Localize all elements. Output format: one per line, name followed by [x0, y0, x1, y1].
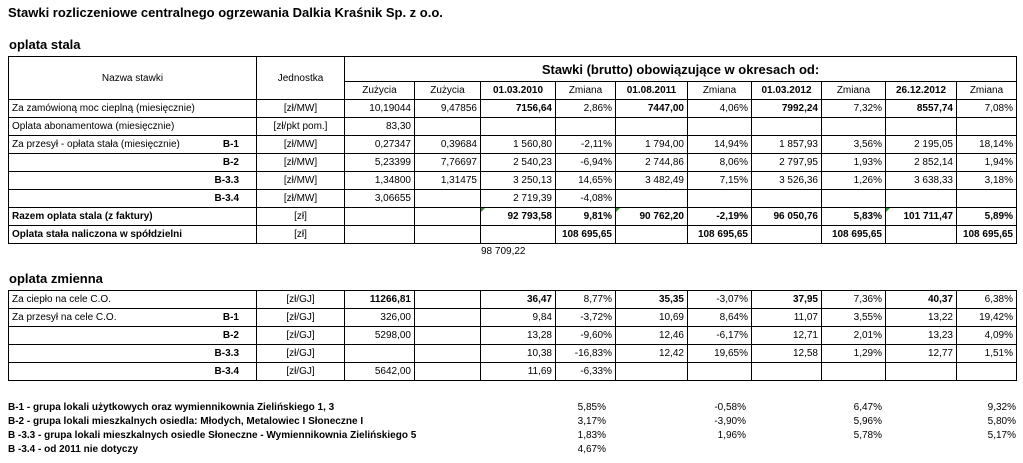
- rate-value: 1,26%: [822, 172, 886, 190]
- rate-value: 7,08%: [957, 100, 1017, 118]
- rate-value: 1 857,93: [752, 136, 822, 154]
- rate-value: [822, 190, 886, 208]
- table-row: [9, 363, 1017, 381]
- rate-group-code: B-3.4: [9, 190, 257, 208]
- rate-value: 7156,64: [481, 100, 556, 118]
- rate-value: 12,71: [752, 327, 822, 345]
- rate-value: -2,11%: [556, 136, 616, 154]
- rate-value: [415, 208, 481, 226]
- rate-unit: [zł]: [257, 226, 345, 244]
- subheader-4: 01.08.2011: [616, 82, 688, 100]
- rate-unit: [zł]: [257, 208, 345, 226]
- rate-unit: [zł/pkt pom.]: [257, 118, 345, 136]
- rate-value: [957, 118, 1017, 136]
- rate-value: [886, 190, 957, 208]
- rate-value: 90 762,20: [616, 208, 688, 226]
- note-percent: 1,83%: [577, 430, 606, 441]
- note-row: [8, 443, 1016, 457]
- subheader-6: 01.03.2012: [752, 82, 822, 100]
- note-percent: 5,85%: [577, 402, 606, 413]
- rate-value: 2 719,39: [481, 190, 556, 208]
- rate-value: [616, 363, 688, 381]
- rate-unit: [zł/MW]: [257, 190, 345, 208]
- rate-value: 9,47856: [415, 100, 481, 118]
- rate-unit: [zł/MW]: [257, 154, 345, 172]
- rate-name: [9, 136, 257, 154]
- rate-value: [415, 363, 481, 381]
- table-row: [9, 226, 1017, 244]
- rate-value: 7447,00: [616, 100, 688, 118]
- rate-value: [616, 118, 688, 136]
- rate-value: -6,17%: [688, 327, 752, 345]
- rate-value: 3,06655: [345, 190, 415, 208]
- note-percent: 5,96%: [853, 416, 882, 427]
- fixed-fee-table: [8, 56, 1017, 244]
- rate-value: 7,15%: [688, 172, 752, 190]
- rate-group-code: B-3.4: [9, 363, 257, 381]
- rate-name: Oplata stała naliczona w spółdzielni: [9, 226, 257, 244]
- note-row: [8, 429, 1016, 443]
- rate-value: 3,55%: [822, 309, 886, 327]
- rate-value: 14,65%: [556, 172, 616, 190]
- rate-value: 9,81%: [556, 208, 616, 226]
- section-variable-title: oplata zmienna: [9, 271, 103, 286]
- rate-value: 5298,00: [345, 327, 415, 345]
- rate-value: 96 050,76: [752, 208, 822, 226]
- rate-value: 8,06%: [688, 154, 752, 172]
- rate-value: -6,33%: [556, 363, 616, 381]
- rate-value: 1,51%: [957, 345, 1017, 363]
- header-rates-periods: Stawki (brutto) obowiązujące w okresach od:: [345, 57, 1017, 82]
- rate-value: 35,35: [616, 291, 688, 309]
- rate-value: 1,31475: [415, 172, 481, 190]
- rate-value: 2 540,23: [481, 154, 556, 172]
- rate-value: 2 797,95: [752, 154, 822, 172]
- rate-value: 2,86%: [556, 100, 616, 118]
- rate-value: 8,77%: [556, 291, 616, 309]
- note-percent: [746, 443, 882, 457]
- rate-value: [616, 190, 688, 208]
- note-text: B -3.4 - od 2011 nie dotyczy: [8, 444, 139, 455]
- rate-unit: [zł/GJ]: [257, 345, 345, 363]
- rate-value: 10,69: [616, 309, 688, 327]
- rate-value: 19,65%: [688, 345, 752, 363]
- rate-group-code: B-3.3: [9, 172, 257, 190]
- rate-unit: [zł/MW]: [257, 100, 345, 118]
- rate-name-text: Za przesył - opłata stała (miesięcznie): [12, 139, 180, 150]
- rate-value: [752, 363, 822, 381]
- rate-unit: [zł/GJ]: [257, 363, 345, 381]
- rate-value: [688, 363, 752, 381]
- rate-value: 8557,74: [886, 100, 957, 118]
- table-row: [9, 154, 1017, 172]
- rate-value: 5,89%: [957, 208, 1017, 226]
- rate-value: -3,72%: [556, 309, 616, 327]
- rate-value: 10,38: [481, 345, 556, 363]
- rate-value: 12,77: [886, 345, 957, 363]
- rate-value: 37,95: [752, 291, 822, 309]
- rate-unit: [zł/GJ]: [257, 309, 345, 327]
- rate-value: [415, 118, 481, 136]
- note-percent: [882, 443, 1016, 457]
- rate-value: -4,08%: [556, 190, 616, 208]
- rate-value: 0,39684: [415, 136, 481, 154]
- note-percent: 5,78%: [853, 430, 882, 441]
- rate-value: 12,42: [616, 345, 688, 363]
- rate-group-code: B-2: [9, 327, 257, 345]
- rate-value: 0,27347: [345, 136, 415, 154]
- rate-value: [415, 345, 481, 363]
- rate-value: [957, 190, 1017, 208]
- table-row: [9, 291, 1017, 309]
- rate-value: 1 794,00: [616, 136, 688, 154]
- rate-value: 11,07: [752, 309, 822, 327]
- rate-value: 11266,81: [345, 291, 415, 309]
- rate-value: [886, 363, 957, 381]
- rate-value: [415, 309, 481, 327]
- rate-value: [481, 118, 556, 136]
- rate-value: 2 744,86: [616, 154, 688, 172]
- rate-value: -2,19%: [688, 208, 752, 226]
- rate-value: [752, 118, 822, 136]
- rate-value: [345, 345, 415, 363]
- rate-value: 101 711,47: [886, 208, 957, 226]
- subheader-0: Zużycia: [345, 82, 415, 100]
- rate-value: [752, 190, 822, 208]
- rate-value: 11,69: [481, 363, 556, 381]
- rate-value: 83,30: [345, 118, 415, 136]
- rate-name: Razem oplata stala (z faktury): [9, 208, 257, 226]
- rate-group-code: B-3.3: [9, 345, 257, 363]
- rate-value: [345, 226, 415, 244]
- rate-value: 3 250,13: [481, 172, 556, 190]
- rate-name: Za ciepło na cele C.O.: [9, 291, 257, 309]
- note-percent: -0,58%: [714, 402, 746, 413]
- rate-name: Za zamówioną moc cieplną (miesięcznie): [9, 100, 257, 118]
- subheader-1: Zużycia: [415, 82, 481, 100]
- subheader-2: 01.03.2010: [481, 82, 556, 100]
- rate-value: 108 695,65: [957, 226, 1017, 244]
- rate-value: 4,06%: [688, 100, 752, 118]
- rate-value: 2 852,14: [886, 154, 957, 172]
- rate-value: 6,38%: [957, 291, 1017, 309]
- table-row: [9, 345, 1017, 363]
- rate-value: 13,28: [481, 327, 556, 345]
- rate-value: 2,01%: [822, 327, 886, 345]
- rate-value: [752, 226, 822, 244]
- rate-value: [822, 363, 886, 381]
- rate-value: 1,34800: [345, 172, 415, 190]
- variable-fee-table: [8, 290, 1017, 381]
- note-percent: [606, 443, 746, 457]
- rate-value: 2 195,05: [886, 136, 957, 154]
- rate-value: -6,94%: [556, 154, 616, 172]
- rate-value: -9,60%: [556, 327, 616, 345]
- rate-value: 13,23: [886, 327, 957, 345]
- table-row: [9, 327, 1017, 345]
- rate-value: 8,64%: [688, 309, 752, 327]
- rate-value: 5,23399: [345, 154, 415, 172]
- note-percent: 3,17%: [577, 416, 606, 427]
- note-percent: 5,80%: [987, 416, 1016, 427]
- note-text: B -3.3 - grupa lokali mieszkalnych osiedle Słoneczne - Wymiennikownia Zielińskiego 5: [8, 430, 417, 441]
- table-row: [9, 190, 1017, 208]
- rate-value: 108 695,65: [688, 226, 752, 244]
- rate-value: -3,07%: [688, 291, 752, 309]
- rate-value: 14,94%: [688, 136, 752, 154]
- rate-value: 92 793,58: [481, 208, 556, 226]
- rate-name-text: Za przesył na cele C.O.: [12, 312, 117, 323]
- rate-value: [415, 190, 481, 208]
- rate-value: 3 526,36: [752, 172, 822, 190]
- subheader-5: Zmiana: [688, 82, 752, 100]
- rate-value: 7,36%: [822, 291, 886, 309]
- note-percent: 9,32%: [987, 402, 1016, 413]
- rate-value: [481, 226, 556, 244]
- rate-value: 1 560,80: [481, 136, 556, 154]
- rate-value: 7,76697: [415, 154, 481, 172]
- table-row: [9, 136, 1017, 154]
- rate-value: 7992,24: [752, 100, 822, 118]
- rate-value: 326,00: [345, 309, 415, 327]
- rate-value: 5,83%: [822, 208, 886, 226]
- subheader-3: Zmiana: [556, 82, 616, 100]
- header-rate-name: Nazwa stawki: [9, 57, 257, 100]
- rate-value: 19,42%: [957, 309, 1017, 327]
- note-percent: 5,17%: [987, 430, 1016, 441]
- rate-value: 3 482,49: [616, 172, 688, 190]
- rate-group-code: B-1: [222, 139, 239, 150]
- rate-value: 5642,00: [345, 363, 415, 381]
- rate-value: [616, 226, 688, 244]
- rate-unit: [zł/GJ]: [257, 291, 345, 309]
- rate-value: [415, 327, 481, 345]
- note-row: [8, 415, 1016, 429]
- table-row: [9, 172, 1017, 190]
- table-row: [9, 208, 1017, 226]
- rate-value: 108 695,65: [556, 226, 616, 244]
- rate-value: 12,58: [752, 345, 822, 363]
- subheader-7: Zmiana: [822, 82, 886, 100]
- table-row: [9, 118, 1017, 136]
- table-row: [9, 100, 1017, 118]
- rate-value: -16,83%: [556, 345, 616, 363]
- rate-value: 7,32%: [822, 100, 886, 118]
- rate-value: 1,93%: [822, 154, 886, 172]
- rate-value: [556, 118, 616, 136]
- rate-value: [415, 291, 481, 309]
- rate-value: [957, 363, 1017, 381]
- notes-table: [8, 401, 1016, 457]
- rate-value: 1,29%: [822, 345, 886, 363]
- rate-value: [345, 208, 415, 226]
- rate-value: [415, 226, 481, 244]
- rate-value: 3,56%: [822, 136, 886, 154]
- table-row: [9, 309, 1017, 327]
- note-percent: 4,67%: [577, 444, 606, 455]
- rate-value: [886, 118, 957, 136]
- rate-unit: [zł/MW]: [257, 136, 345, 154]
- header-unit: Jednostka: [257, 57, 345, 100]
- rate-value: 13,22: [886, 309, 957, 327]
- rate-value: [822, 118, 886, 136]
- note-percent: 1,96%: [717, 430, 746, 441]
- rate-group-code: B-2: [9, 154, 257, 172]
- rate-value: 18,14%: [957, 136, 1017, 154]
- rate-value: 9,84: [481, 309, 556, 327]
- rate-value: [688, 190, 752, 208]
- rate-value: 108 695,65: [822, 226, 886, 244]
- below-table-value: 98 709,22: [481, 246, 526, 257]
- rate-value: [688, 118, 752, 136]
- rate-group-code: B-1: [222, 312, 239, 323]
- rate-unit: [zł/MW]: [257, 172, 345, 190]
- rate-value: 3 638,33: [886, 172, 957, 190]
- rate-value: 40,37: [886, 291, 957, 309]
- note-row: [8, 401, 1016, 415]
- rate-unit: [zł/GJ]: [257, 327, 345, 345]
- subheader-9: Zmiana: [957, 82, 1017, 100]
- rate-value: 36,47: [481, 291, 556, 309]
- rate-name: [9, 309, 257, 327]
- note-text: B-2 - grupa lokali mieszkalnych osiedla: Młodych, Metalowiec I Słoneczne I: [8, 416, 364, 427]
- rate-value: 1,94%: [957, 154, 1017, 172]
- rate-value: 12,46: [616, 327, 688, 345]
- note-percent: 6,47%: [853, 402, 882, 413]
- rate-value: 4,09%: [957, 327, 1017, 345]
- rate-value: 10,19044: [345, 100, 415, 118]
- rate-value: [886, 226, 957, 244]
- rate-value: 3,18%: [957, 172, 1017, 190]
- subheader-8: 26.12.2012: [886, 82, 957, 100]
- note-percent: -3,90%: [714, 416, 746, 427]
- rate-name: Oplata abonamentowa (miesięcznie): [9, 118, 257, 136]
- section-fixed-title: oplata stala: [9, 37, 81, 52]
- page-title: Stawki rozliczeniowe centralnego ogrzewania Dalkia Kraśnik Sp. z o.o.: [8, 5, 443, 20]
- note-text: B-1 - grupa lokali użytkowych oraz wymiennikownia Zielińskiego 1, 3: [8, 402, 335, 413]
